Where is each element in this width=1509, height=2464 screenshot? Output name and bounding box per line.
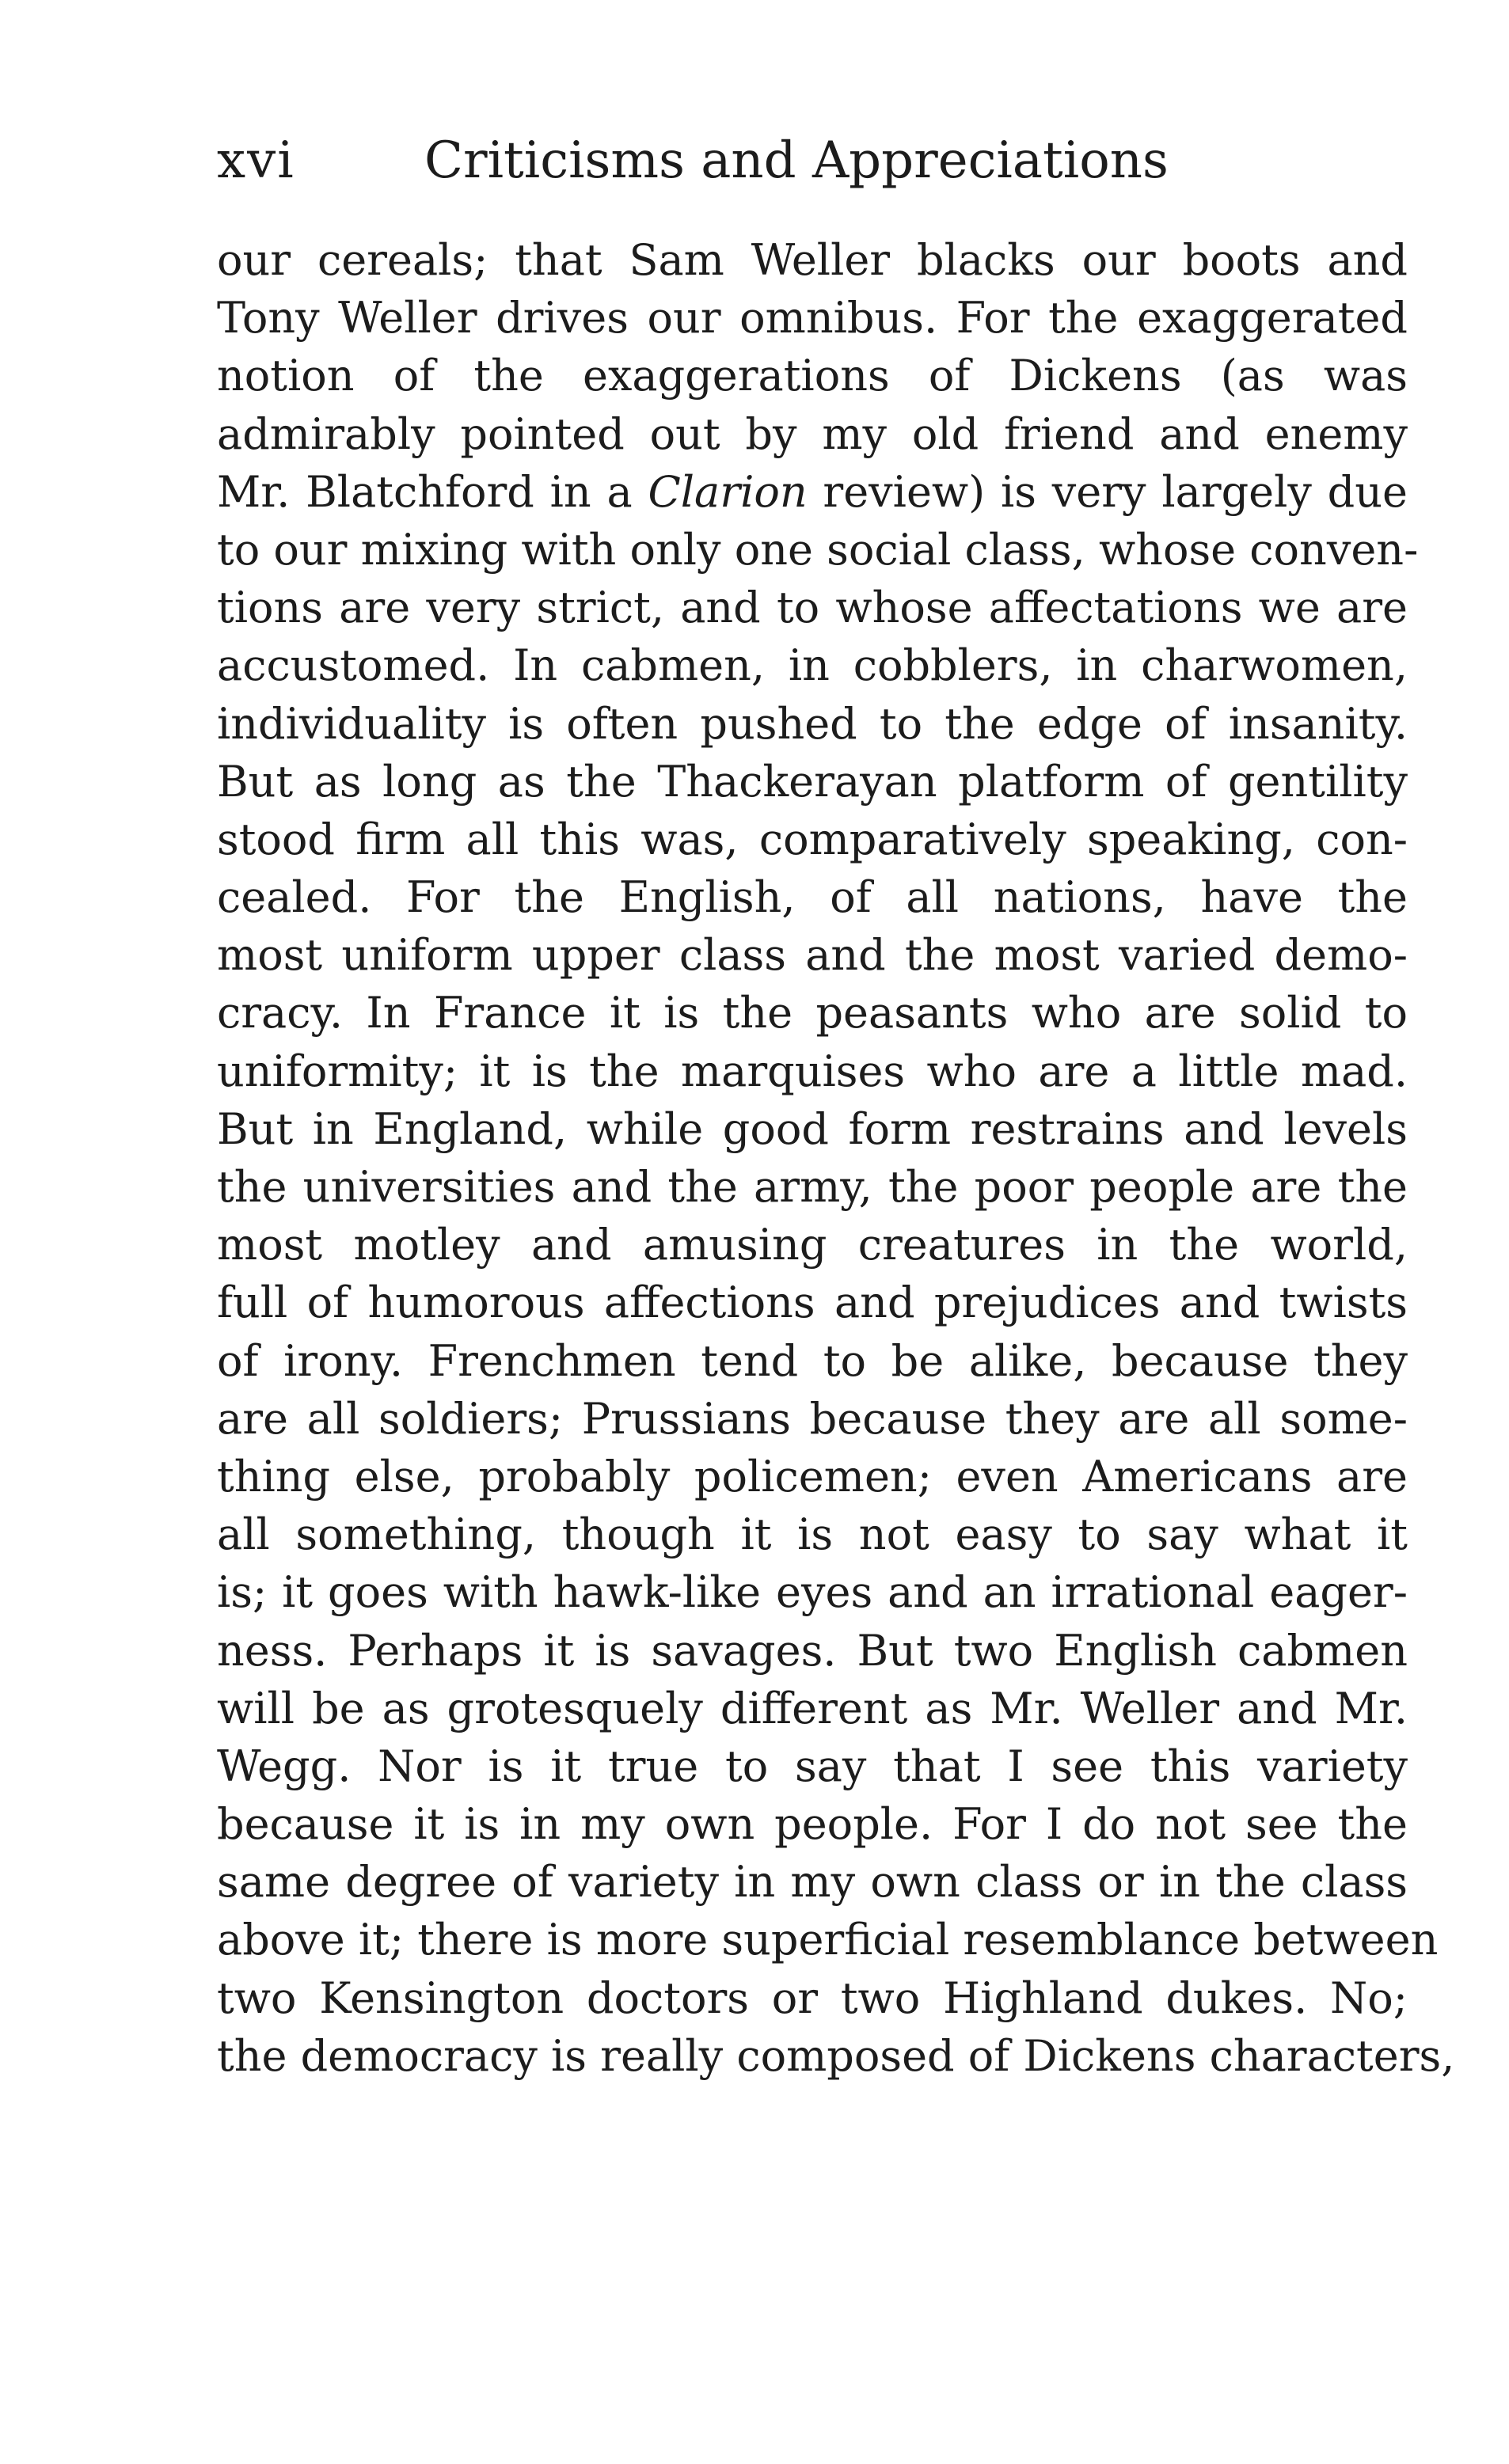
text-line-11: stood firm all this was, comparatively speaking, con- xyxy=(217,814,1408,864)
clarion-title: Clarion xyxy=(648,466,808,517)
text-line-19: full of humorous affections and prejudices and twists xyxy=(217,1278,1408,1328)
text-line-15: uniformity; it is the marquises who are a little mad. xyxy=(217,1046,1408,1096)
text-line-9: individuality is often pushed to the edge of insanity. xyxy=(217,698,1408,749)
text-line-5-before: Mr. Blatchford in a xyxy=(217,466,648,517)
text-line-26: will be as grotesquely different as Mr. Weller and Mr. xyxy=(217,1683,1408,1733)
text-line-12: cealed. For the English, of all nations, have the xyxy=(217,872,1408,923)
text-line-3: notion of the exaggerations of Dickens (as was xyxy=(217,351,1408,401)
page-number: xvi xyxy=(217,131,295,190)
text-line-10: But as long as the Thackerayan platform of gentility xyxy=(217,756,1408,807)
text-line-21: are all soldiers; Prussians because they are all some- xyxy=(217,1393,1408,1444)
text-line-7: tions are very strict, and to whose affectations we are xyxy=(217,583,1408,633)
running-title: Criticisms and Appreciations xyxy=(424,131,1169,190)
text-line-27: Wegg. Nor is it true to say that I see this variety xyxy=(217,1741,1408,1791)
text-line-4: admirably pointed out by my old friend and enemy xyxy=(217,408,1408,459)
text-line-22: thing else, probably policemen; even Americans are xyxy=(217,1451,1408,1502)
text-line-23: all something, though it is not easy to say what it xyxy=(217,1509,1408,1560)
text-line-17: the universities and the army, the poor people are the xyxy=(217,1162,1408,1212)
text-line-13: most uniform upper class and the most varied demo- xyxy=(217,930,1408,981)
text-line-18: most motley and amusing creatures in the world, xyxy=(217,1220,1408,1270)
text-line-14: cracy. In France it is the peasants who are solid to xyxy=(217,988,1408,1038)
text-line-25: ness. Perhaps it is savages. But two English cabmen xyxy=(217,1625,1408,1676)
text-line-31: two Kensington doctors or two Highland dukes. No; xyxy=(217,1972,1408,2023)
text-line-5-after: review) is very largely due xyxy=(807,466,1408,517)
text-line-5 xyxy=(217,463,1408,521)
body-text xyxy=(217,231,1455,2085)
text-line-30: above it; there is more superficial resemblance between xyxy=(217,1915,1439,1965)
text-line-8: accustomed. In cabmen, in cobblers, in charwomen, xyxy=(217,640,1408,691)
text-line-20: of irony. Frenchmen tend to be alike, because they xyxy=(217,1335,1408,1386)
running-head xyxy=(217,117,1408,204)
text-line-29: same degree of variety in my own class or in the class xyxy=(217,1857,1408,1908)
text-line-16: But in England, while good form restrains and levels xyxy=(217,1103,1408,1154)
text-line-2: Tony Weller drives our omnibus. For the exaggerated xyxy=(217,293,1408,344)
text-line-24: is; it goes with hawk-like eyes and an irrational eager- xyxy=(217,1567,1408,1618)
text-line-28: because it is in my own people. For I do not see the xyxy=(217,1799,1408,1850)
text-line-6: to our mixing with only one social class, whose conven- xyxy=(217,524,1419,575)
text-line-1: our cereals; that Sam Weller blacks our boots and xyxy=(217,235,1408,285)
text-line-32: the democracy is really composed of Dickens characters, xyxy=(217,2030,1455,2081)
